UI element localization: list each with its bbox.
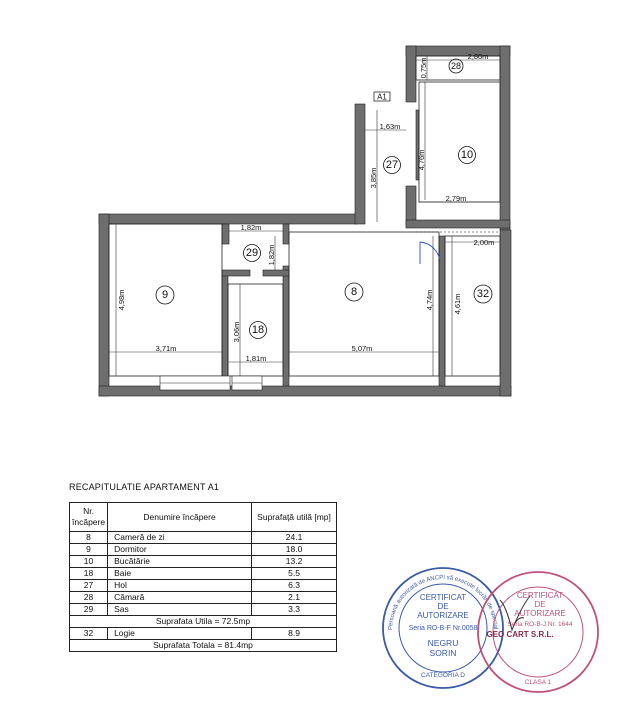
dim-5-07: 5,07m [351,344,373,353]
stamp-right-l5: GEO CART S.R.L. [486,630,554,639]
cell-area: 13.2 [252,556,337,568]
stamp-left-l1: CERTIFICAT [419,593,467,602]
cell-area: 24.1 [252,532,337,544]
cell-nr: 8 [70,532,108,544]
header-nr: Nr. încăpere [70,503,108,532]
wall-top-kitchen [406,46,510,56]
stamp-left-l4: Seria RO-B-F Nr.0058 [408,625,478,632]
dim-2-00: 2,00m [473,238,495,247]
room-18-number: 18 [251,324,265,336]
wall-kitchen-right [500,46,510,230]
table-row [70,580,337,592]
room-9-number: 9 [161,289,169,301]
table-row [70,568,337,580]
cell-name: Bucătărie [108,556,252,568]
cell-nr: 10 [70,556,108,568]
wall-left [99,214,109,396]
dim-0-75: 0,75m [419,57,428,79]
stamp-left-l6: SORIN [429,648,457,658]
dim-1-63: 1,63m [379,122,401,131]
partition-29-left [222,224,229,244]
cell-name: Cameră de zi [108,532,252,544]
room-32-number: 32 [476,288,490,300]
dim-4-74: 4,74m [425,289,434,311]
dim-4-61: 4,61m [453,293,462,315]
cell-name: Sas [108,604,252,616]
cell-name: Logie [108,628,252,640]
stamp-left-l7: CATEGORIA D [421,672,465,679]
header-name: Denumire încăpere [108,503,252,532]
recap-table [69,502,337,652]
stamp-left-l2: DE [437,602,449,611]
recap-title: RECAPITULATIE APARTAMENT A1 [69,482,220,492]
cell-nr: 29 [70,604,108,616]
table-row [70,592,337,604]
partition-18-top [222,270,250,276]
cell-area: 2.1 [252,592,337,604]
stamp-right-l3: AUTORIZARE [514,609,566,618]
room-8-number: 8 [350,286,358,298]
dim-3-85: 3,85m [369,167,378,189]
table-row [70,628,337,640]
room-10-outline [419,82,500,202]
stamp-right-l1: CERTIFICAT [516,591,564,600]
cell-nr: 28 [70,592,108,604]
total-row [70,640,337,652]
dim-2-79: 2,79m [445,194,467,203]
dim-1-81: 1,81m [245,354,267,363]
cell-area: 18.0 [252,544,337,556]
cell-area: 6.3 [252,580,337,592]
table-row [70,532,337,544]
dim-2-80: 2,80m [467,52,489,61]
wall-top-left [99,214,357,224]
dim-3-71: 3,71m [155,344,177,353]
table-row [70,556,337,568]
dim-4-76: 4,76m [417,149,426,171]
cell-nr: 32 [70,628,108,640]
apartment-tag: A1 [377,92,387,102]
partition-29-right [283,224,289,244]
dim-3-06: 3,06m [232,321,241,343]
subtotal-cell: Suprafata Utila = 72.5mp [70,616,337,628]
recap-header-row [70,503,337,532]
cell-nr: 27 [70,580,108,592]
cell-area: 5.5 [252,568,337,580]
room-27-number: 27 [385,159,399,171]
room-8-outline [289,232,439,376]
total-cell: Suprafata Totala = 81.4mp [70,640,337,652]
room-29-number: 29 [245,247,259,259]
cell-name: Cămară [108,592,252,604]
stamp-right-l2: DE [534,600,546,609]
partition-18-right [283,266,289,386]
wall-kitchen-bottom [406,220,510,228]
door-arc [420,242,440,262]
stamp-right [472,566,604,698]
partition-18-top-r [263,270,289,276]
cell-nr: 18 [70,568,108,580]
stamp-right-l4: Seria RO-B-J Nr. 1644 [507,621,573,628]
cell-area: 3.3 [252,604,337,616]
room-10-number: 10 [460,149,474,161]
dim-1-82a: 1,82m [240,223,262,232]
cell-nr: 9 [70,544,108,556]
dim-1-82b: 1,82m [267,244,276,266]
dimension-texts [117,52,494,363]
partition-32 [439,236,445,386]
cell-name: Hol [108,580,252,592]
header-area: Suprafață utilă [mp] [252,503,337,532]
room-28-number: 28 [450,61,462,71]
wall-kitchen-left-upper [406,46,416,102]
subtotal-row [70,616,337,628]
table-row [70,604,337,616]
cell-name: Baie [108,568,252,580]
cell-name: Dormitor [108,544,252,556]
stamp-left-arc-text: Persoană autorizată de ANCPI să execute lucrări de special [387,574,499,631]
dim-4-98: 4,98m [117,289,126,311]
stamp-right-l6: CLASA 1 [524,679,552,686]
table-row [70,544,337,556]
cell-area: 8.9 [252,628,337,640]
wall-hall-left [355,104,365,224]
stamp-left-l5: NEGRU [427,638,459,648]
stamp-left-l3: AUTORIZARE [417,611,469,620]
wall-right [500,230,511,396]
partition-18-left [222,272,228,386]
